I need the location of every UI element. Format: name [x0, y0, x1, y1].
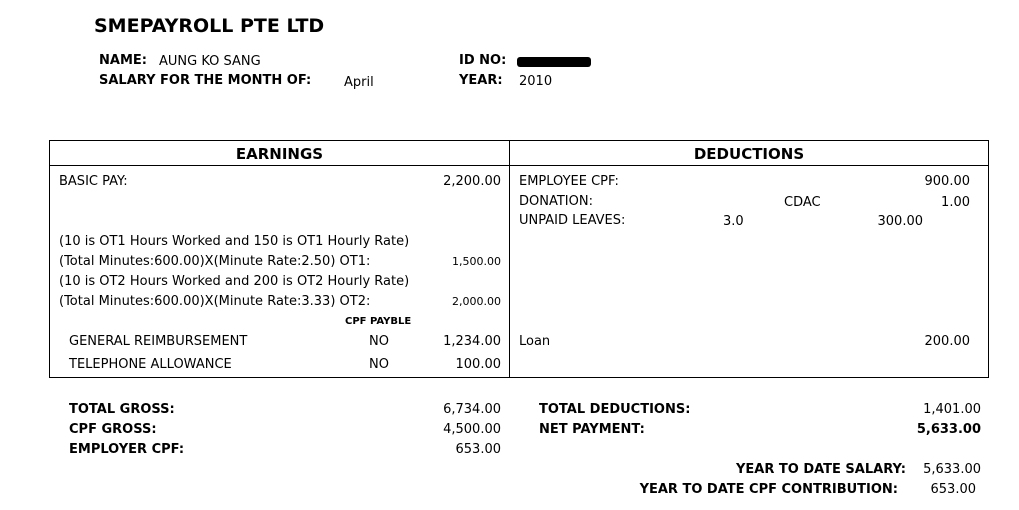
cpf-gross-label: CPF GROSS:: [69, 422, 157, 437]
employee-cpf-value: 900.00: [924, 174, 970, 189]
year-value: 2010: [519, 74, 553, 89]
donation-type: CDAC: [784, 195, 821, 210]
ytd-salary-label: YEAR TO DATE SALARY:: [735, 462, 906, 477]
allowance-label: GENERAL REIMBURSEMENT: [69, 334, 248, 349]
loan-label: Loan: [519, 334, 551, 349]
allowance-cpf: NO: [369, 334, 389, 349]
table-header-divider: [49, 165, 989, 166]
unpaid-leaves-label: UNPAID LEAVES:: [519, 213, 626, 228]
net-payment-value: 5,633.00: [916, 422, 981, 437]
cpf-gross-value: 4,500.00: [443, 422, 501, 437]
total-gross-label: TOTAL GROSS:: [69, 402, 175, 417]
donation-value: 1.00: [941, 195, 970, 210]
ot1-description: (10 is OT1 Hours Worked and 150 is OT1 Hourly Rate): [59, 234, 410, 249]
ot2-calculation: (Total Minutes:600.00)X(Minute Rate:3.33) OT2:: [59, 294, 371, 309]
name-label: NAME:: [99, 53, 147, 68]
ytd-salary-value: 5,633.00: [923, 462, 981, 477]
earnings-header: EARNINGS: [235, 145, 324, 163]
ot2-description: (10 is OT2 Hours Worked and 200 is OT2 Hourly Rate): [59, 274, 410, 289]
table-column-divider: [509, 140, 510, 378]
allowance-value: 100.00: [455, 357, 501, 372]
company-name: SMEPAYROLL PTE LTD: [94, 15, 325, 37]
employer-cpf-label: EMPLOYER CPF:: [69, 442, 185, 457]
total-deductions-label: TOTAL DEDUCTIONS:: [539, 402, 691, 417]
deductions-header: DEDUCTIONS: [693, 145, 805, 163]
total-gross-value: 6,734.00: [443, 402, 501, 417]
ytd-cpf-label: YEAR TO DATE CPF CONTRIBUTION:: [639, 482, 898, 497]
ytd-cpf-value: 653.00: [930, 482, 976, 497]
allowance-label: TELEPHONE ALLOWANCE: [69, 357, 232, 372]
allowance-value: 1,234.00: [443, 334, 501, 349]
allowance-cpf: NO: [369, 357, 389, 372]
unpaid-leaves-days: 3.0: [723, 214, 744, 229]
ot1-value: 1,500.00: [452, 255, 501, 268]
redacted-id: [517, 57, 591, 67]
ot1-calculation: (Total Minutes:600.00)X(Minute Rate:2.50) OT1:: [59, 254, 371, 269]
net-payment-label: NET PAYMENT:: [539, 422, 645, 437]
name-value: AUNG KO SANG: [159, 54, 261, 69]
unpaid-leaves-value: 300.00: [877, 214, 923, 229]
employer-cpf-value: 653.00: [455, 442, 501, 457]
month-value: April: [344, 75, 374, 90]
cpf-payable-header: CPF PAYBLE: [345, 316, 412, 327]
year-label: YEAR:: [459, 73, 503, 88]
id-label: ID NO:: [459, 53, 507, 68]
total-deductions-value: 1,401.00: [923, 402, 981, 417]
month-label: SALARY FOR THE MONTH OF:: [99, 73, 312, 88]
loan-value: 200.00: [924, 334, 970, 349]
donation-label: DONATION:: [519, 194, 593, 209]
ot2-value: 2,000.00: [452, 295, 501, 308]
employee-cpf-label: EMPLOYEE CPF:: [519, 174, 619, 189]
basic-pay-label: BASIC PAY:: [59, 174, 128, 189]
basic-pay-value: 2,200.00: [443, 174, 501, 189]
